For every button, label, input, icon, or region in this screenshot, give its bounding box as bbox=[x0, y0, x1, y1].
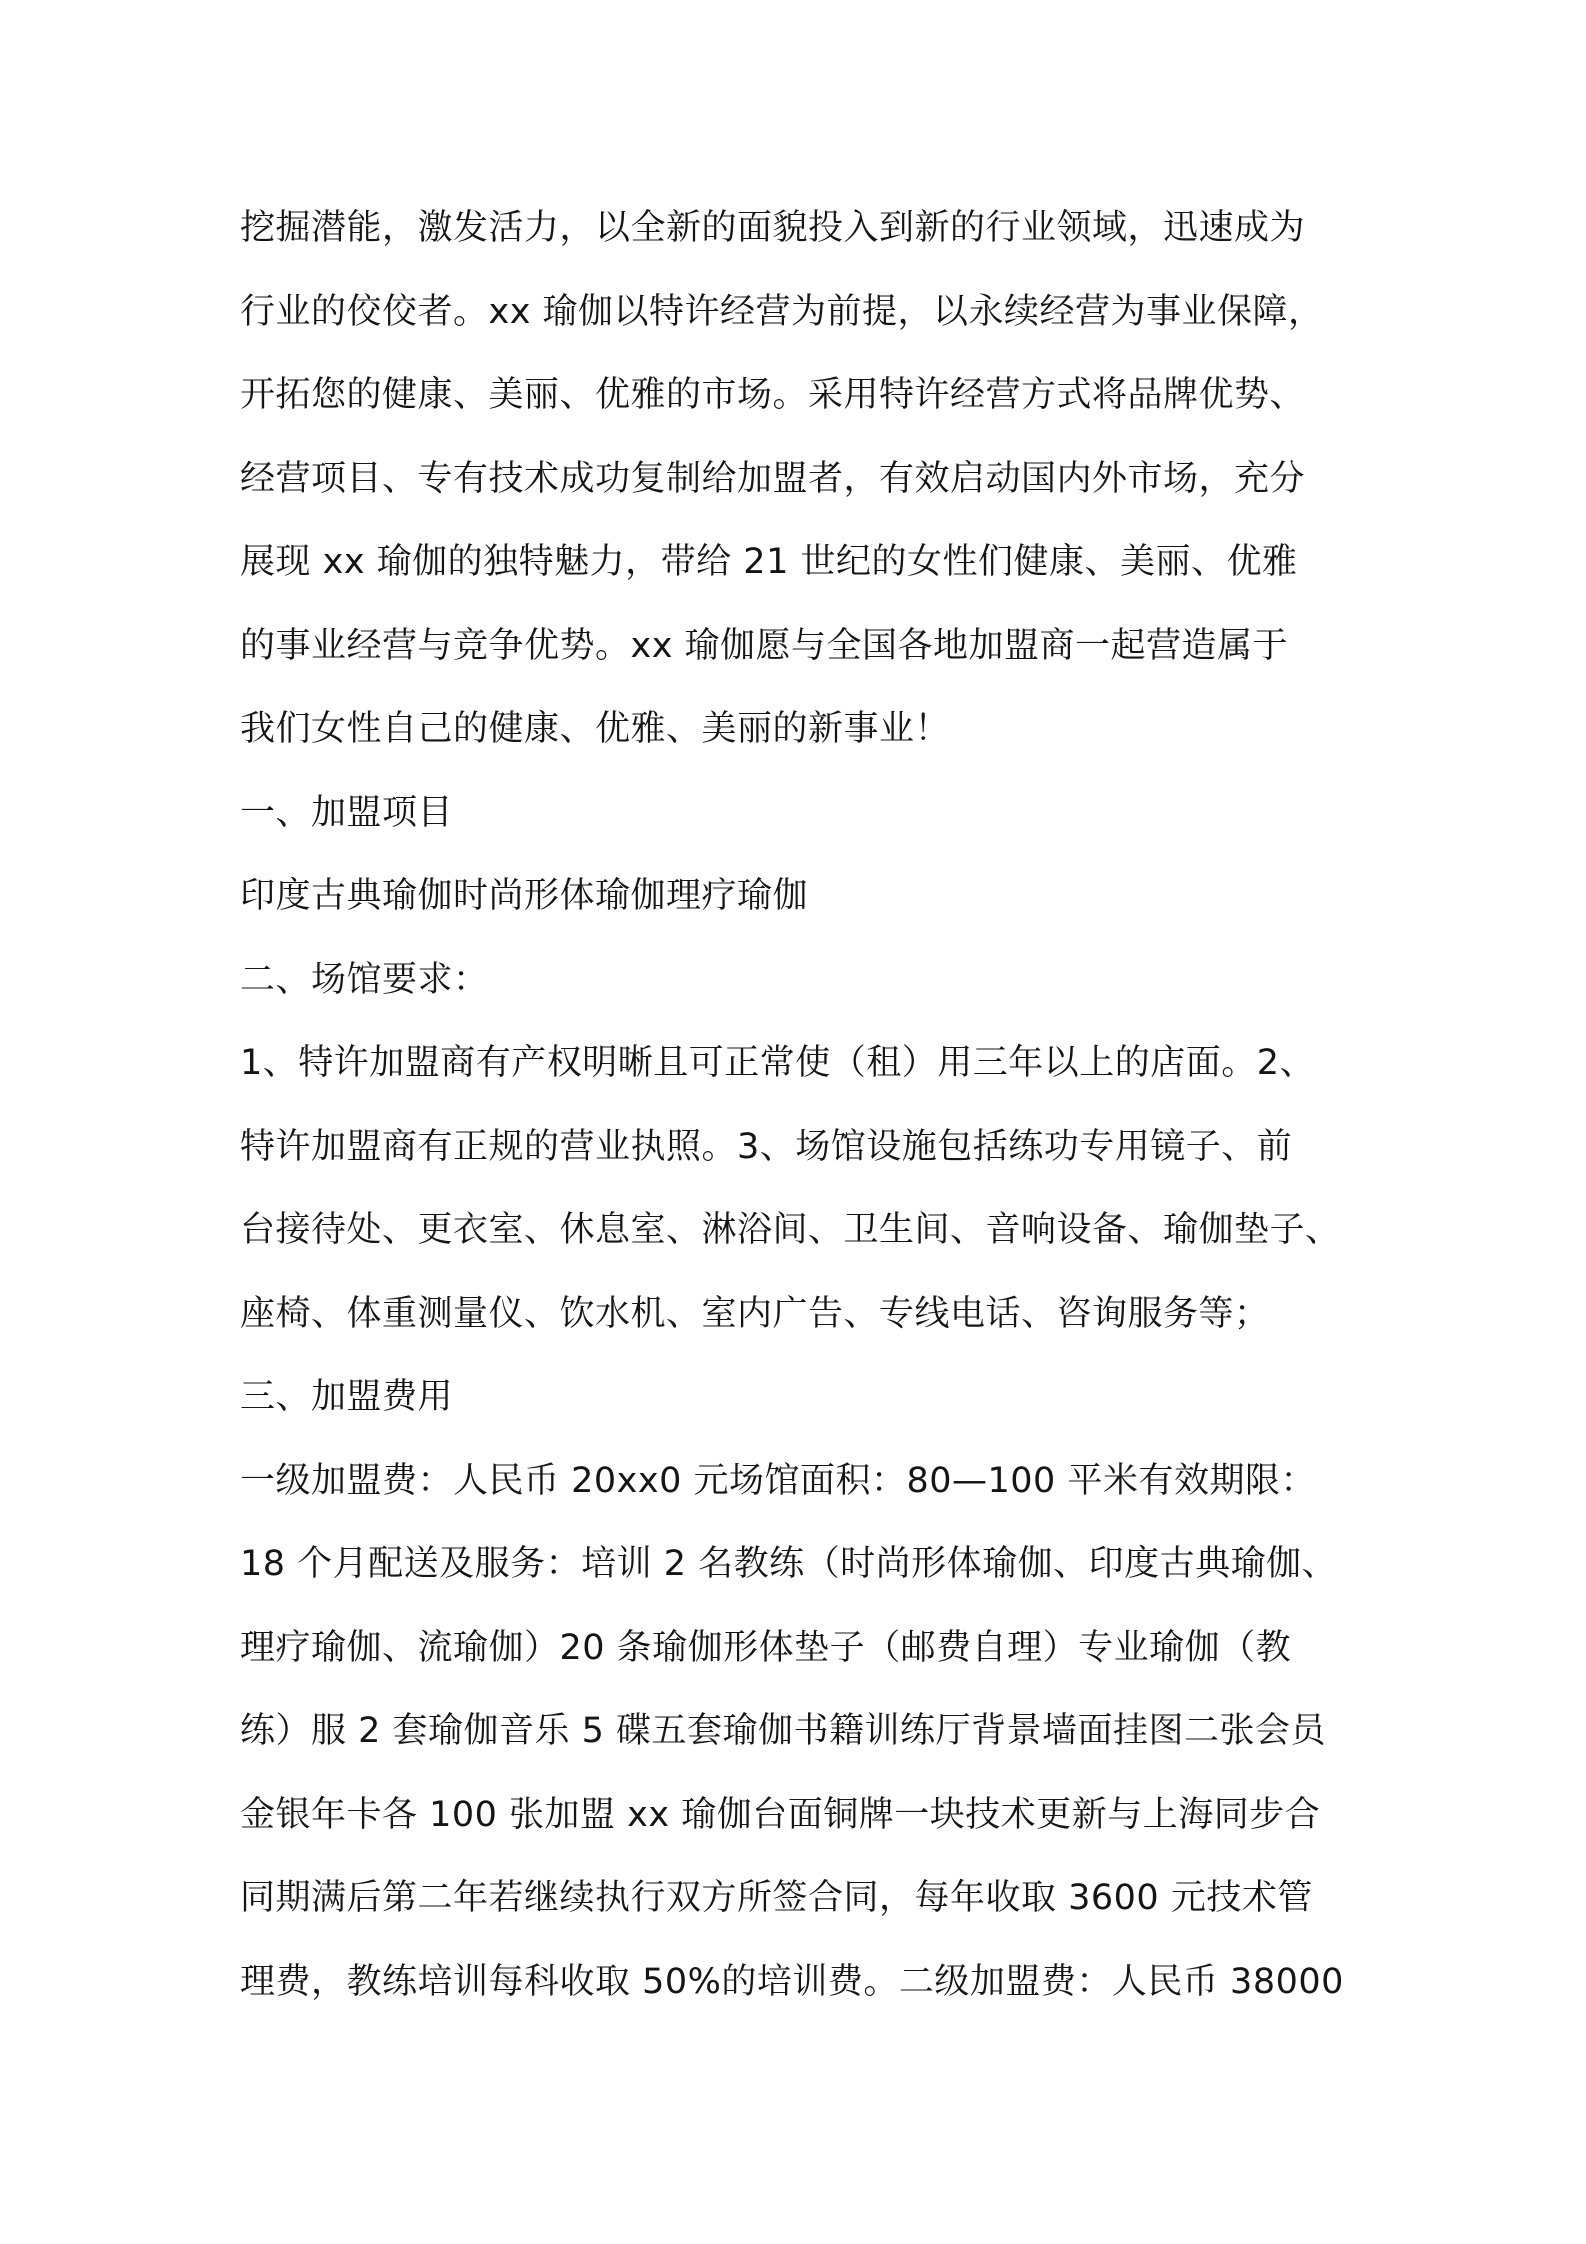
paragraph-line: 1、特许加盟商有产权明晰且可正常使（租）用三年以上的店面。2、 bbox=[240, 1043, 1316, 1083]
paragraph-line: 台接待处、更衣室、休息室、淋浴间、卫生间、音响设备、瑜伽垫子、 bbox=[240, 1210, 1341, 1250]
paragraph-line: 金银年卡各 100 张加盟 xx 瑜伽台面铜牌一块技术更新与上海同步合 bbox=[240, 1795, 1321, 1835]
paragraph-line: 理费，教练培训每科收取 50%的培训费。二级加盟费：人民币 38000 bbox=[240, 1962, 1344, 2002]
paragraph-line: 行业的佼佼者。xx 瑜伽以特许经营为前提，以永续经营为事业保障， bbox=[240, 292, 1324, 332]
paragraph-line: 练）服 2 套瑜伽音乐 5 碟五套瑜伽书籍训练厅背景墙面挂图二张会员 bbox=[240, 1711, 1327, 1751]
paragraph-line: 挖掘潜能，激发活力，以全新的面貌投入到新的行业领域，迅速成为 bbox=[240, 208, 1306, 248]
paragraph-line: 开拓您的健康、美丽、优雅的市场。采用特许经营方式将品牌优势、 bbox=[240, 375, 1306, 415]
paragraph-line: 我们女性自己的健康、优雅、美丽的新事业！ bbox=[240, 709, 951, 749]
paragraph-line: 一级加盟费：人民币 20xx0 元场馆面积：80—100 平米有效期限： bbox=[240, 1461, 1316, 1501]
paragraph-line: 展现 xx 瑜伽的独特魅力，带给 21 世纪的女性们健康、美丽、优雅 bbox=[240, 542, 1298, 582]
section-heading: 二、场馆要求： bbox=[240, 960, 489, 1000]
paragraph-line: 18 个月配送及服务：培训 2 名教练（时尚形体瑜伽、印度古典瑜伽、 bbox=[240, 1544, 1338, 1584]
section-heading: 三、加盟费用 bbox=[240, 1377, 454, 1417]
paragraph-line: 座椅、体重测量仪、饮水机、室内广告、专线电话、咨询服务等； bbox=[240, 1294, 1270, 1334]
section-heading: 一、加盟项目 bbox=[240, 793, 454, 833]
paragraph-line: 经营项目、专有技术成功复制给加盟者，有效启动国内外市场，充分 bbox=[240, 459, 1306, 499]
paragraph-line: 特许加盟商有正规的营业执照。3、场馆设施包括练功专用镜子、前 bbox=[240, 1127, 1293, 1167]
paragraph-line: 的事业经营与竞争优势。xx 瑜伽愿与全国各地加盟商一起营造属于 bbox=[240, 626, 1289, 666]
paragraph-line: 印度古典瑜伽时尚形体瑜伽理疗瑜伽 bbox=[240, 876, 809, 916]
paragraph-line: 同期满后第二年若继续执行双方所签合同，每年收取 3600 元技术管 bbox=[240, 1878, 1313, 1918]
paragraph-line: 理疗瑜伽、流瑜伽）20 条瑜伽形体垫子（邮费自理）专业瑜伽（教 bbox=[240, 1628, 1292, 1668]
